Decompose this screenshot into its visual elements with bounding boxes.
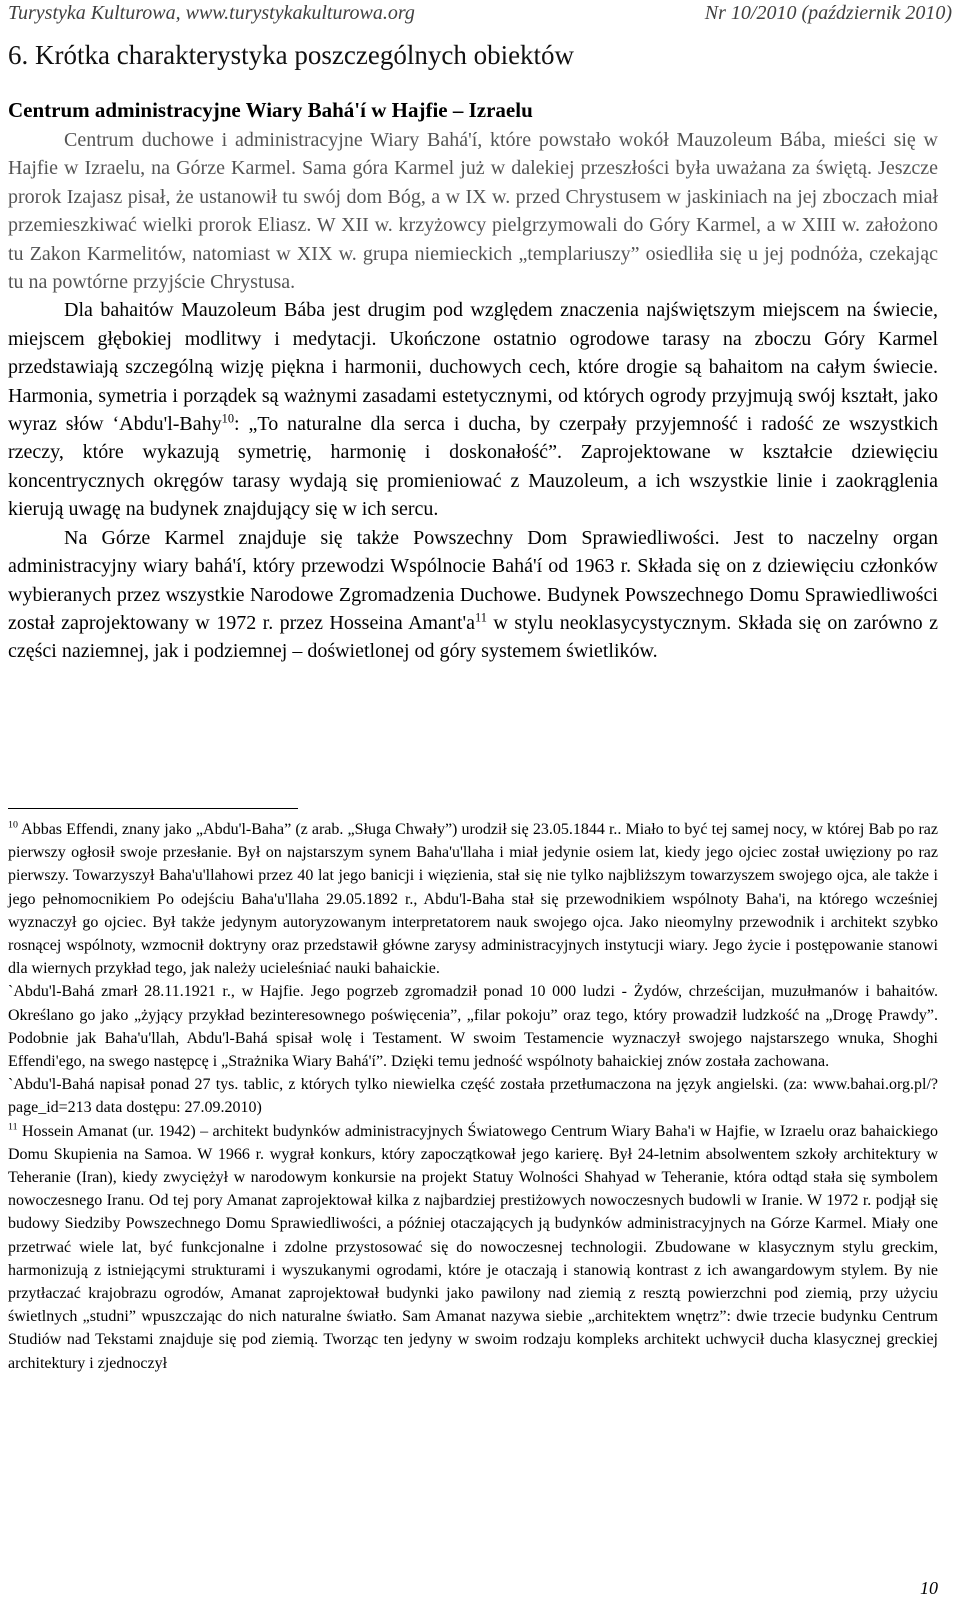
paragraph-2-text-b: : „To naturalne dla serca i ducha, by czerpały przyjemność i radość ze wszystkich rzeczy, które wykazują symetrię, harmonię i doskonałość”. Zaprojektowane w kształcie dziewięciu koncentrycznych okręgów tarasy wydają się promieniować z Mauzoleum, a ich wszystkie linie i zaokrąglenia kierują uwagę na budynek znajdujący się w ich sercu. (8, 413, 938, 521)
footnote-11-marker: 11 (8, 1121, 18, 1133)
subheading: Centrum administracyjne Wiary Bahá'í w Hajfie – Izraelu (8, 98, 533, 122)
footnote-11 (8, 1120, 938, 1375)
paragraph-1: Centrum duchowe i administracyjne Wiary Bahá'í, które powstało wokół Mauzoleum Bába, mieści się w Hajfie w Izraelu, na Górze Karmel. Sama góra Karmel już w dalekiej przeszłości była uważana za świętą. Jeszcze prorok Izajasz pisał, że ustanowił tu swój dom Bóg, a w IX w. przed Chrystusem w jaskiniach na jej zboczach miał przemieszkiwać wielki prorok Eliasz. W XII w. krzyżowcy pielgrzymowali do Góry Karmel, a w XIII w. założono tu Zakon Karmelitów, natomiast w XIX w. grupa niemieckich „templariuszy” osiedliła się u jej podnóża, czekając tu na powtórne przyjście Chrystusa. (8, 129, 938, 294)
paragraph-3-text-a: Na Górze Karmel znajduje się także Powszechny Dom Sprawiedliwości. Jest to naczelny organ administracyjny wiary bahá'í, który przewodzi Wspólnocie Bahá'í od 1963 r. Składa się on z dziewięciu członków wybieranych przez wszystkie Narodowe Zgromadzenia Duchowe. Budynek Powszechnego Domu Sprawiedliwości został zaprojektowany w 1972 r. przez Hosseina Amant'a (8, 526, 938, 634)
body-text (8, 126, 938, 666)
section-title: 6. Krótka charakterystyka poszczególnych obiektów (8, 40, 575, 70)
footnote-10 (8, 818, 938, 980)
footnote-10-source: `Abdu'l-Bahá napisał ponad 27 tys. tablic, z których tylko niewielka część została przetłumaczona na język angielski. (za: www.bahai.org.pl/?page_id=213 data dostępu: 27.09.2010) (8, 1076, 938, 1117)
footnote-ref-10[interactable]: 10 (221, 411, 235, 426)
paragraph-3 (8, 524, 938, 666)
paragraph-3-text-b: w stylu neoklasycystycznym. Składa się on zarówno z części naziemnej, jak i podziemnej – doświetlonej od góry systemem świetlików. (8, 611, 938, 663)
footnote-separator (8, 808, 298, 809)
header-issue: Nr 10/2010 (październik 2010) (704, 2, 952, 24)
paragraph-2 (8, 296, 938, 523)
page-number: 10 (920, 1578, 938, 1598)
footnote-10-text-1: Abbas Effendi, znany jako „Abdu'l-Baha” (z arab. „Sługa Chwały”) urodził się 23.05.1844 r.. Miało to być tej samej nocy, w której Bab po raz pierwszy ogłosił swoje przesłanie. Był on najstarszym synem Baha'u'llaha i miał jedynie osiem lat, kiedy jego ojciec został uwięziony po raz pierwszy. Towarzyszył Baha'u'llahowi przez 40 lat jego banicji i więzienia, stał się nie tylko najbliższym towarzyszem swojego ojca, ale także i jego pełnomocnikiem Po odejściu Baha'u'llaha 29.05.1892 r., Abdu'l-Baha stał się przewodnikiem wspólnoty Baha'i, na którego wcześniej wyznaczył go ojciec. Był także jedynym autoryzowanym interpretatorem nauk swojego ojca. Jako nieomylny przewodnik i architekt szybko rosnącej wspólnoty, wzmocnił doktryny oraz przedstawił główne zarysy administracyjnych instytucji wiary. Jego życie i postępowanie stanowi dla wiernych przykład tego, jak należy ucieleśniać nauki bahaickie. (8, 821, 938, 978)
footnote-ref-11[interactable]: 11 (475, 610, 487, 625)
header-journal-title: Turystyka Kulturowa, www.turystykakulturowa.org (8, 2, 415, 24)
paragraph-2-text-a: Dla bahaitów Mauzoleum Bába jest drugim pod względem znaczenia najświętszym miejscem na świecie, miejscem głębokiej modlitwy i medytacji. Ukończone ostatnio ogrodowe tarasy na zboczu Góry Karmel przedstawiają szczególną wizję piękna i harmonii, duchowych cech, które drogie są bahaitom na całym świecie. Harmonia, symetria i porządek są ważnymi zasadami estetycznymi, od których ogrody przyjmują swój kształt, jako wyraz słów ‘Abdu'l-Bahy (8, 299, 938, 436)
footnote-11-text: Hossein Amanat (ur. 1942) – architekt budynków administracyjnych Światowego Centrum Wiary Baha'i w Hajfie, w Izraelu oraz bahaickiego Domu Skupienia na Samoa. W 1966 r. wygrał konkurs, który zapoczątkował jego karierę. Był 24-letnim absolwentem szkoły architektury w Teheranie (Iran), kiedy zwyciężył w narodowym konkursie na projekt Statuy Wolności Shahyad w Teheranie, która odtąd stała się symbolem nowoczesnego Iranu. Od tej pory Amanat zaprojektował kilka z najbardziej prestiżowych nowoczesnych budowli w Iranie. W 1972 r. podjął się budowy Siedziby Powszechnego Domu Sprawiedliwości, a później otaczających ją budynków administracyjnych na Górze Karmel. Miały one przetrwać wiele lat, być funkcjonalne i zdolne przystosować się do nowoczesnej technologii. Zbudowane w klasycznym stylu greckim, harmonizują z istniejącymi strukturami i wyszukanymi ogrodami, które je otaczają i stanowią kontrast z ich awangardowym stylem. By nie przytłaczać krajobrazu ogrodów, Amanat zaprojektował budynki jako pawilony nad ziemią z resztą powierzchni pod ziemią, przy użyciu świetlnych „studni” wpuszczając do nich naturalne światło. Sam Amanat nazywa siebie „architektem wnętrz”: dwie trzecie budynku Centrum Studiów nad Tekstami znajduje się pod ziemią. Tworząc ten jedyny w swoim rodzaju kompleks architekt uchwycił ducha klasycznej greckiej architektury i zjednoczył (8, 1122, 939, 1372)
footnote-10-continued: `Abdu'l-Bahá zmarł 28.11.1921 r., w Hajfie. Jego pogrzeb zgromadził ponad 10 000 ludzi - Żydów, chrześcijan, muzułmanów i bahaitów. Określano go jako „żyjący przykład bezinteresownego poświęcenia”, „filar pokoju” oraz tego, który prowadził ludzkość na „Drogę Prawdy”. Podobnie jak Baha'u'llah, Abdu'l-Bahá spisał wolę i Testament. W swoim Testamencie wyznaczył swojego najstarszego wnuka, Shoghi Effendi'ego, na swego następcę i „Strażnika Wiary Bahá'í”. Dzięki temu jedność wspólnoty bahaickiej znów została zachowana. (8, 983, 938, 1071)
running-header (8, 2, 952, 28)
footnote-10-marker: 10 (8, 819, 18, 831)
footnotes (8, 818, 938, 1375)
